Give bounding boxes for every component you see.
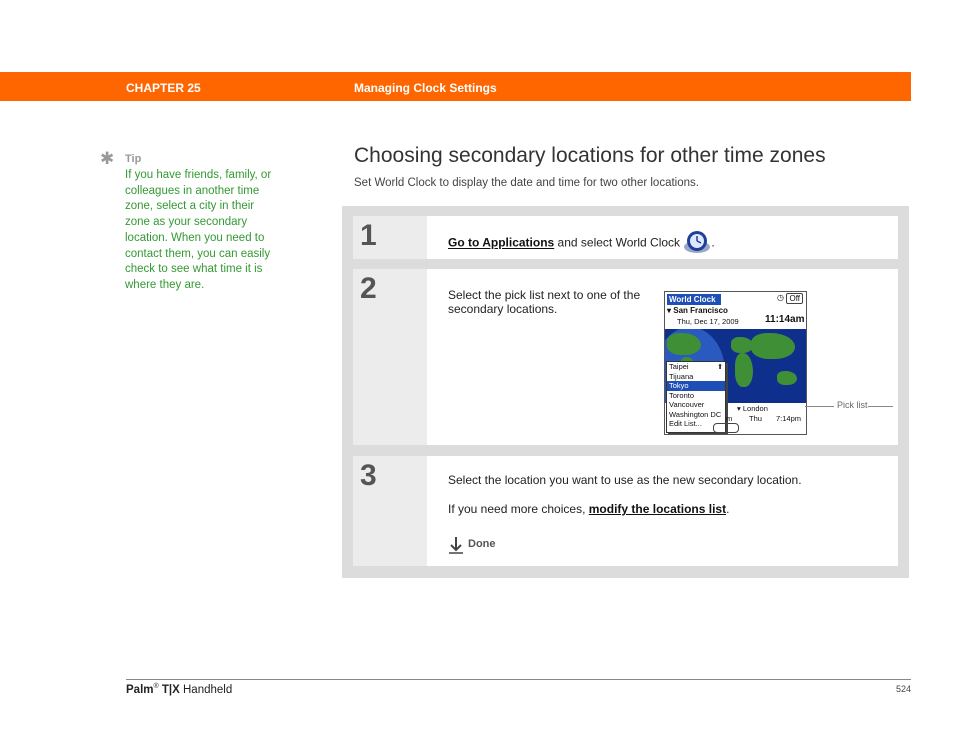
world-clock-screenshot: [664, 291, 807, 435]
page-number: 524: [895, 684, 911, 694]
footer-divider: [126, 679, 911, 680]
step-number-cell: [353, 269, 427, 445]
step-number: 2: [360, 272, 377, 305]
list-item[interactable]: Washington DC: [669, 409, 722, 419]
page-title: Choosing secondary locations for other time zones: [354, 144, 826, 167]
modify-locations-list-link[interactable]: modify the locations list: [588, 502, 727, 516]
chapter-header-bar: [0, 72, 911, 101]
tip-label: Tip: [125, 153, 142, 165]
step-3-line-2: If you need more choices, modify the locations list.: [448, 502, 730, 516]
partial-text: m: [726, 414, 733, 423]
secondary-time: 7:14pm: [776, 414, 802, 423]
step-1-content: [437, 216, 898, 259]
page-subtitle: Set World Clock to display the date and time for two other locations.: [354, 177, 699, 189]
scroll-up-icon[interactable]: ⬆: [717, 364, 723, 371]
footer-product: Palm® T|X Handheld: [126, 683, 233, 696]
app-title: World Clock: [667, 294, 721, 305]
primary-time: 11:14am: [765, 314, 805, 325]
done-arrow-icon: [448, 536, 464, 557]
list-item[interactable]: Tijuana: [669, 371, 694, 381]
step-2: [353, 269, 898, 445]
chapter-label: CHAPTER 25: [126, 81, 201, 95]
step-3-line-1: Select the location you want to use as the new secondary location.: [448, 473, 802, 487]
section-label: Managing Clock Settings: [354, 81, 497, 95]
device-button[interactable]: [713, 423, 739, 433]
primary-date: Thu, Dec 17, 2009: [677, 317, 739, 326]
primary-city[interactable]: ▾ San Francisco: [667, 306, 728, 315]
step-number: 3: [360, 459, 377, 492]
step-number-cell: [353, 456, 427, 566]
secondary-city[interactable]: ▾ London: [737, 404, 768, 413]
world-clock-icon: [683, 230, 711, 257]
step-3-content: [437, 456, 898, 566]
tip-star-icon: ✱: [100, 149, 115, 168]
step-2-content: [437, 269, 898, 445]
done-label: Done: [468, 538, 496, 550]
step-1-period: .: [711, 235, 715, 250]
list-item[interactable]: Edit List...: [669, 419, 702, 428]
step-3: [353, 456, 898, 566]
list-item[interactable]: Vancouver: [669, 400, 705, 409]
list-item[interactable]: Toronto: [669, 390, 695, 400]
step-2-text: Select the pick list next to one of the secondary locations.: [448, 288, 641, 316]
go-to-applications-link[interactable]: Go to Applications: [448, 235, 555, 250]
list-item[interactable]: Taipei: [669, 362, 689, 371]
alarm-icon: ◷: [777, 293, 784, 302]
step-1-text: and select World Clock: [554, 235, 681, 250]
secondary-day: Thu: [749, 414, 762, 423]
pick-list-callout: Pick list: [834, 400, 868, 410]
step-number: 1: [360, 219, 377, 252]
step-1: [353, 216, 898, 259]
list-item-selected[interactable]: Tokyo: [667, 381, 725, 391]
step-number-cell: [353, 216, 427, 259]
steps-panel: [342, 206, 909, 578]
tip-text: If you have friends, family, or colleagues in another time zone, select a city in their zone as your secondary location. When you need to contact them, you can easily check to see what time it is where they are.: [125, 169, 272, 291]
off-button[interactable]: Off: [786, 293, 803, 304]
